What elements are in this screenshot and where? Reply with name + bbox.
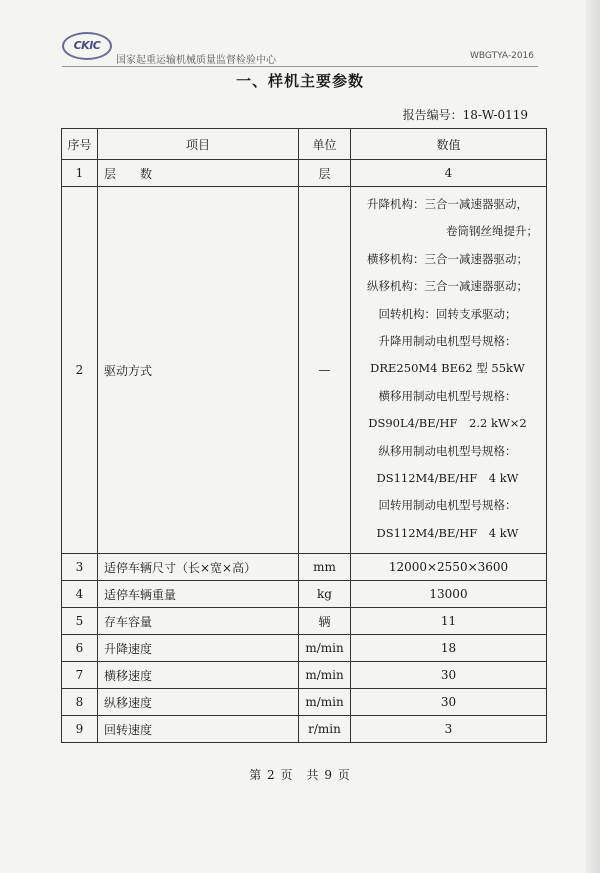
drive-line: 升降用制动电机型号规格： — [378, 333, 517, 348]
table-row — [62, 554, 547, 581]
row-no: 5 — [62, 608, 98, 635]
row-unit: m/min — [299, 689, 351, 716]
row-item: 驱动方式 — [98, 187, 299, 554]
row-value: 3 — [351, 716, 547, 743]
table-row — [62, 716, 547, 743]
row-unit: m/min — [299, 635, 351, 662]
row-no: 3 — [62, 554, 98, 581]
row-unit: — — [299, 187, 351, 554]
table-row — [62, 689, 547, 716]
drive-line: 纵移用制动电机型号规格： — [378, 443, 517, 458]
table-header-row — [62, 129, 547, 160]
row-item: 层 数 — [98, 160, 299, 187]
drive-line: DRE250M4 BE62 型 55kW — [370, 361, 525, 376]
row-item: 升降速度 — [98, 635, 299, 662]
row-no: 6 — [62, 635, 98, 662]
drive-line: 横移用制动电机型号规格： — [378, 388, 517, 403]
row-item: 适停车辆重量 — [98, 581, 299, 608]
drive-line: DS112M4/BE/HF 4 kW — [376, 470, 519, 485]
drive-line: 回转机构：回转支承驱动； — [378, 306, 517, 321]
row-value: 11 — [351, 608, 547, 635]
row-no: 7 — [62, 662, 98, 689]
report-number: 报告编号：18-W-0119 — [402, 108, 528, 122]
parameters-table — [61, 128, 547, 743]
row-value: 30 — [351, 662, 547, 689]
row-unit: kg — [299, 581, 351, 608]
drive-line: 横移机构：三合一减速器驱动； — [367, 251, 528, 266]
row-no: 9 — [62, 716, 98, 743]
header-item: 项目 — [98, 129, 299, 160]
page-header — [62, 28, 538, 66]
section-title: 一、样机主要参数 — [235, 72, 364, 90]
row-item: 适停车辆尺寸（长×宽×高） — [98, 554, 299, 581]
drive-line: 卷筒钢丝绳提升； — [446, 224, 538, 239]
row-unit: m/min — [299, 662, 351, 689]
row-no: 1 — [62, 160, 98, 187]
drive-details — [351, 187, 547, 554]
ckic-logo: CKIC — [62, 32, 112, 60]
table-row — [62, 662, 547, 689]
table-row — [62, 581, 547, 608]
page-edge — [586, 0, 600, 873]
header-divider — [62, 66, 538, 67]
table-row — [62, 160, 547, 187]
header-no: 序号 — [62, 129, 98, 160]
page-footer: 第 2 页 共 9 页 — [249, 768, 351, 782]
table-row-drive — [62, 187, 547, 554]
drive-line: DS90L4/BE/HF 2.2 kW×2 — [368, 416, 527, 431]
drive-line: 纵移机构：三合一减速器驱动； — [367, 279, 528, 294]
row-value: 30 — [351, 689, 547, 716]
drive-line: 升降机构：三合一减速器驱动， — [367, 197, 528, 211]
header-value: 数值 — [351, 129, 547, 160]
drive-line: DS112M4/BE/HF 4 kW — [376, 525, 519, 540]
row-value: 12000×2550×3600 — [351, 554, 547, 581]
row-unit: r/min — [299, 716, 351, 743]
organization-name: 国家起重运输机械质量监督检验中心 — [116, 55, 276, 66]
row-item: 存车容量 — [98, 608, 299, 635]
table-row — [62, 635, 547, 662]
row-item: 横移速度 — [98, 662, 299, 689]
row-value: 4 — [351, 160, 547, 187]
drive-line: 回转用制动电机型号规格： — [378, 498, 517, 513]
row-unit: mm — [299, 554, 351, 581]
row-item: 回转速度 — [98, 716, 299, 743]
row-no: 4 — [62, 581, 98, 608]
row-unit: 辆 — [299, 608, 351, 635]
document-code: WBGTYA-2016 — [470, 51, 534, 61]
table-row — [62, 608, 547, 635]
row-item: 纵移速度 — [98, 689, 299, 716]
row-no: 8 — [62, 689, 98, 716]
row-unit: 层 — [299, 160, 351, 187]
header-unit: 单位 — [299, 129, 351, 160]
row-no: 2 — [62, 187, 98, 554]
row-value: 18 — [351, 635, 547, 662]
row-value: 13000 — [351, 581, 547, 608]
